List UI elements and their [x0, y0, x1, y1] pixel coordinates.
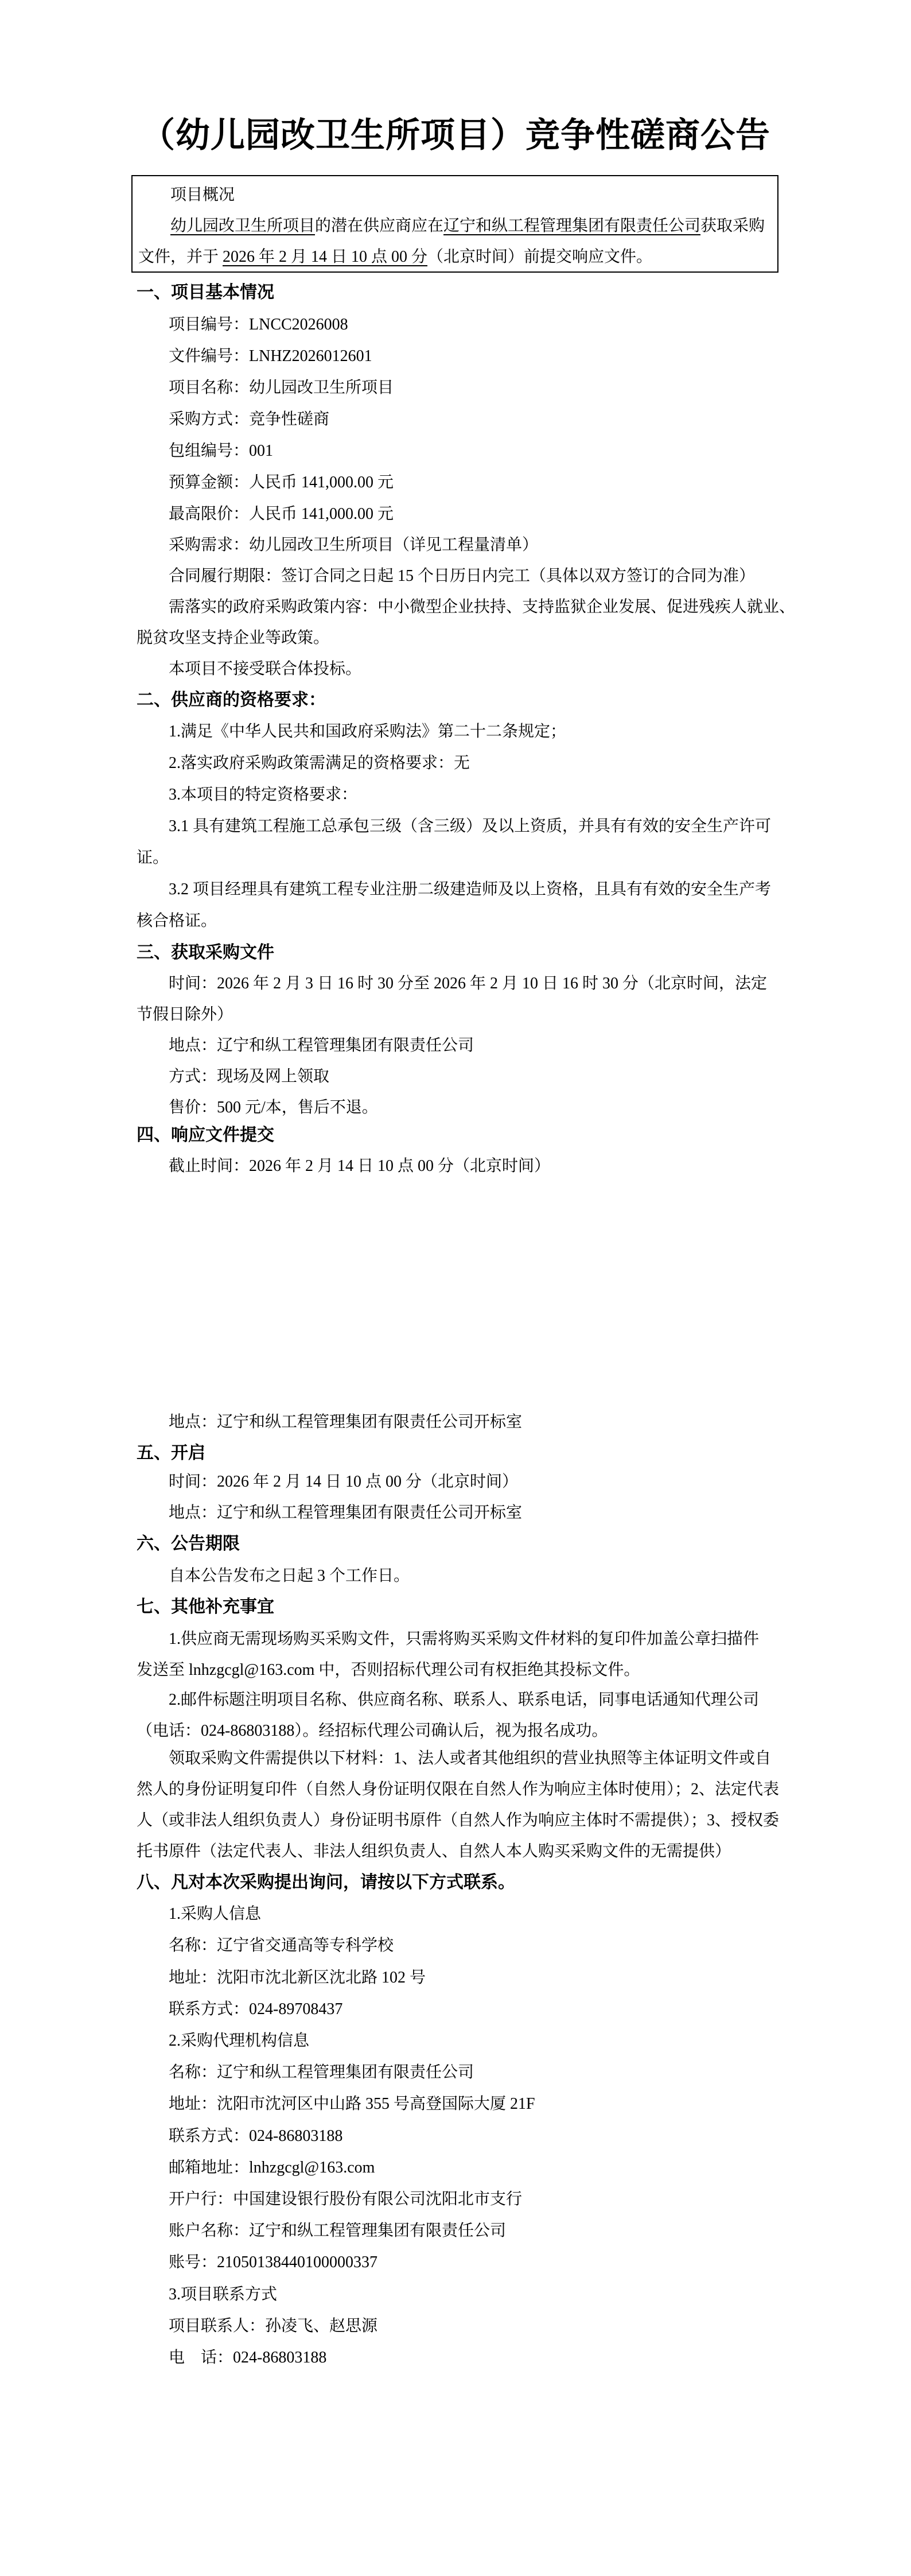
doc-line: 地点：辽宁和纵工程管理集团有限责任公司开标室 [169, 1504, 523, 1522]
doc-line: 脱贫攻坚支持企业等政策。 [137, 629, 330, 647]
doc-line: 3.本项目的特定资格要求： [169, 786, 358, 804]
plain-text: 获取采购 [700, 217, 765, 235]
doc-line: 地点：辽宁和纵工程管理集团有限责任公司开标室 [169, 1413, 523, 1431]
doc-line: 电 话：024-86803188 [169, 2349, 327, 2366]
doc-line: 名称：辽宁和纵工程管理集团有限责任公司 [169, 2063, 474, 2081]
section-heading: 三、获取采购文件 [137, 943, 274, 962]
section-heading: 八、凡对本次采购提出询问，请按以下方式联系。 [137, 1873, 515, 1892]
overview-line [138, 211, 772, 242]
section-heading: 二、供应商的资格要求： [137, 690, 326, 709]
project-overview-box [131, 175, 778, 273]
doc-line: 地址：沈阳市沈河区中山路 355 号高登国际大厦 21F [169, 2095, 535, 2113]
doc-line: 地点：辽宁和纵工程管理集团有限责任公司 [169, 1037, 474, 1054]
section-heading: 四、响应文件提交 [137, 1126, 274, 1145]
doc-line: 2.采购代理机构信息 [169, 2032, 310, 2050]
doc-line: 预算金额：人民币 141,000.00 元 [169, 474, 394, 491]
doc-line: 地址：沈阳市沈北新区沈北路 102 号 [169, 1969, 426, 1987]
doc-line: 最高限价：人民币 141,000.00 元 [169, 505, 394, 523]
doc-line: 核合格证。 [137, 912, 217, 930]
plain-text: 的潜在供应商应在 [315, 217, 444, 235]
doc-line: 项目名称：幼儿园改卫生所项目 [169, 379, 394, 397]
doc-line: 托书原件（法定代表人、非法人组织负责人、自然人本人购买采购文件的无需提供） [137, 1842, 731, 1860]
doc-line: 节假日除外） [137, 1006, 233, 1023]
section-heading: 六、公告期限 [137, 1534, 240, 1553]
doc-line: 采购方式：竞争性磋商 [169, 410, 330, 428]
overview-box-lines [138, 211, 772, 273]
plain-text: 文件，并于 [138, 248, 223, 266]
doc-line: 人（或非法人组织负责人）身份证明书原件（自然人作为响应主体时不需提供）；3、授权委 [137, 1811, 780, 1829]
doc-line: 项目联系人：孙凌飞、赵思源 [169, 2317, 378, 2335]
doc-line: 截止时间：2026 年 2 月 14 日 10 点 00 分（北京时间） [169, 1157, 551, 1175]
section-heading: 五、开启 [137, 1444, 205, 1462]
doc-line: 联系方式：024-86803188 [169, 2127, 343, 2145]
overview-heading: 项目概况 [170, 186, 235, 204]
doc-line: 合同履行期限：签订合同之日起 15 个日历日内完工（具体以双方签订的合同为准） [169, 567, 756, 585]
section-heading: 一、项目基本情况 [137, 283, 274, 302]
doc-line: 文件编号：LNHZ2026012601 [169, 347, 372, 365]
doc-line: 时间：2026 年 2 月 14 日 10 点 00 分（北京时间） [169, 1473, 519, 1491]
doc-line: 1.满足《中华人民共和国政府采购法》第二十二条规定； [169, 723, 567, 740]
doc-line: 1.采购人信息 [169, 1905, 262, 1923]
plain-text: （北京时间）前提交响应文件。 [427, 248, 653, 266]
doc-line: 3.项目联系方式 [169, 2286, 278, 2303]
doc-line: 2.邮件标题注明项目名称、供应商名称、联系人、联系电话，同事电话通知代理公司 [169, 1691, 760, 1709]
page-title: （幼儿园改卫生所项目）竞争性磋商公告 [141, 117, 770, 154]
underlined-text: 2026 年 2 月 14 日 10 点 00 分 [223, 248, 428, 266]
doc-line: 然人的身份证明复印件（自然人身份证明仅限在自然人作为响应主体时使用）；2、法定代表 [137, 1780, 780, 1798]
doc-line: 需落实的政府采购政策内容：中小微型企业扶持、支持监狱企业发展、促进残疾人就业、 [169, 598, 796, 616]
doc-line: 联系方式：024-89708437 [169, 2000, 343, 2018]
section-heading: 七、其他补充事宜 [137, 1597, 274, 1616]
doc-line: 时间：2026 年 2 月 3 日 16 时 30 分至 2026 年 2 月 10 日 16 时 30 分（北京时间，法定 [169, 975, 768, 992]
doc-line: 证。 [137, 849, 169, 867]
doc-line: 1.供应商无需现场购买采购文件，只需将购买采购文件材料的复印件加盖公章扫描件 [169, 1630, 760, 1648]
doc-line: 领取采购文件需提供以下材料：1、法人或者其他组织的营业执照等主体证明文件或自 [169, 1749, 772, 1767]
doc-line: （电话：024-86803188）。经招标代理公司确认后，视为报名成功。 [137, 1722, 608, 1740]
doc-line: 采购需求：幼儿园改卫生所项目（详见工程量清单） [169, 536, 539, 554]
doc-line: 账号：21050138440100000337 [169, 2253, 378, 2271]
doc-line: 开户行：中国建设银行股份有限公司沈阳北市支行 [169, 2190, 523, 2208]
doc-line: 包组编号：001 [169, 442, 274, 460]
doc-line: 自本公告发布之日起 3 个工作日。 [169, 1567, 410, 1585]
overview-line [138, 242, 772, 273]
doc-line: 发送至 lnhzgcgl@163.com 中，否则招标代理公司有权拒绝其投标文件。 [137, 1661, 640, 1679]
doc-line: 账户名称：辽宁和纵工程管理集团有限责任公司 [169, 2222, 507, 2240]
doc-line: 邮箱地址：lnhzgcgl@163.com [169, 2159, 375, 2177]
doc-line: 3.2 项目经理具有建筑工程专业注册二级建造师及以上资格，且具有有效的安全生产考 [169, 880, 772, 898]
doc-line: 2.落实政府采购政策需满足的资格要求：无 [169, 754, 470, 772]
doc-line: 本项目不接受联合体投标。 [169, 660, 362, 678]
underlined-text: 幼儿园改卫生所项目 [170, 217, 316, 235]
doc-line: 项目编号：LNCC2026008 [169, 316, 348, 333]
underlined-text: 辽宁和纵工程管理集团有限责任公司 [443, 217, 701, 235]
doc-line: 方式：现场及网上领取 [169, 1068, 330, 1085]
doc-line: 售价：500 元/本，售后不退。 [169, 1099, 378, 1116]
doc-line: 名称：辽宁省交通高等专科学校 [169, 1937, 394, 1954]
doc-line: 3.1 具有建筑工程施工总承包三级（含三级）及以上资质，并具有有效的安全生产许可 [169, 817, 772, 835]
